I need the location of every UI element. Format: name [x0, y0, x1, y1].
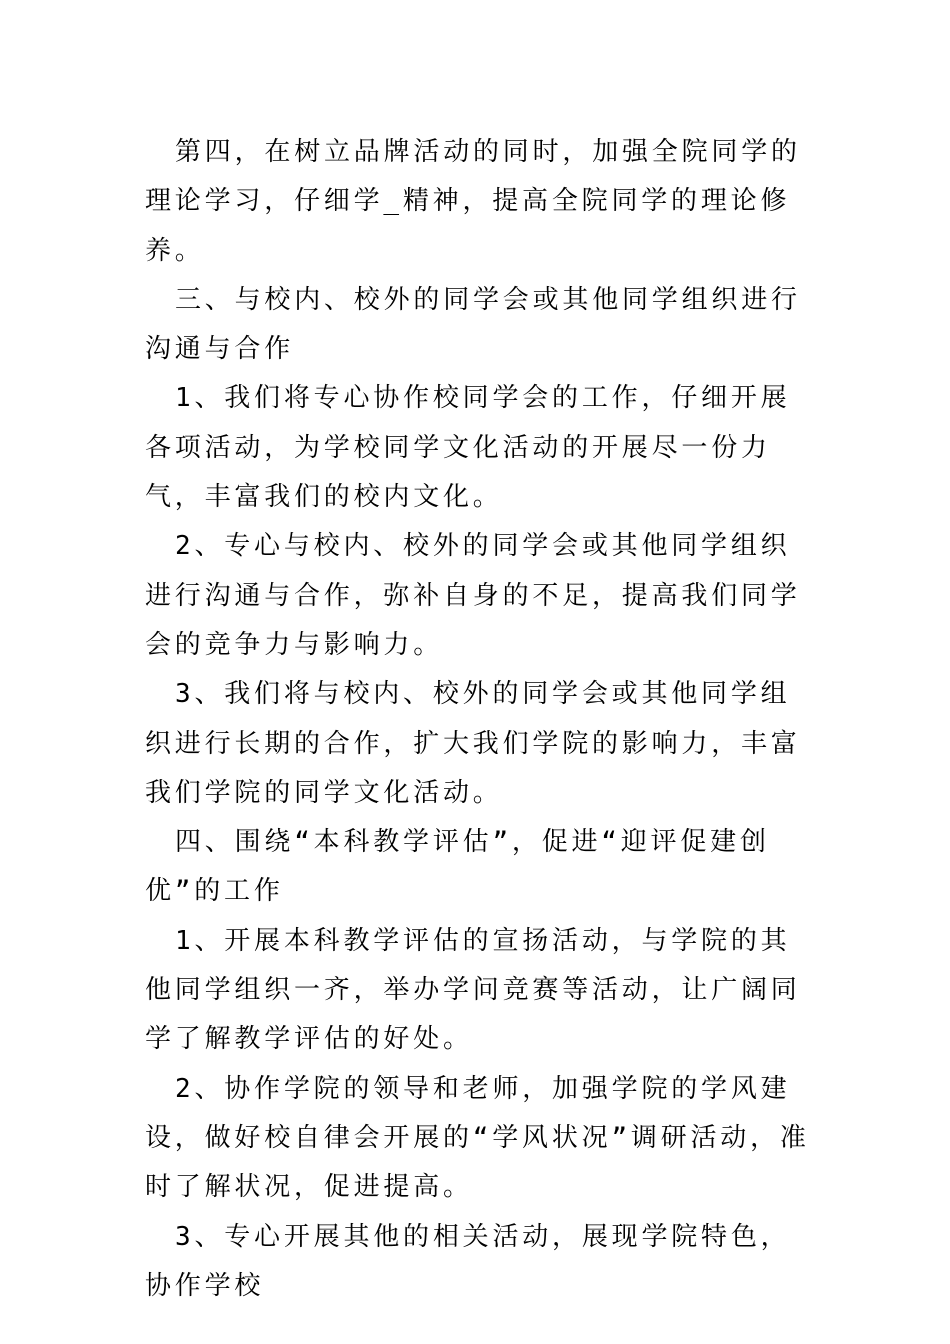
paragraph-3-2: 2、专心与校内、校外的同学会或其他同学组织进行沟通与合作，弥补自身的不足，提高我们同学会的竞争力与影响力。: [145, 531, 801, 660]
paragraph-4-2: 2、协作学院的领导和老师，加强学院的学风建设，做好校自律会开展的“学风状况”调研活动，准时了解状况，促进提高。: [145, 1073, 810, 1203]
paragraph-4-3: 3、专心开展其他的相关活动，展现学院特色，协作学校: [145, 1221, 791, 1301]
paragraph-theory-study: 第四，在树立品牌活动的同时，加强全院同学的理论学习，仔细学_精神，提高全院同学的理论修养。: [145, 137, 801, 266]
paragraph-3-1: 1、我们将专心协作校同学会的工作，仔细开展各项活动，为学校同学文化活动的开展尽一份力气，丰富我们的校内文化。: [145, 383, 791, 513]
section-heading-3: 三、与校内、校外的同学会或其他同学组织进行沟通与合作: [145, 284, 801, 365]
section-heading-4: 四、围绕“本科教学评估”，促进“迎评促建创优”的工作: [145, 827, 770, 907]
paragraph-4-1: 1、开展本科教学评估的宣扬活动，与学院的其他同学组织一齐，举办学问竞赛等活动，让广阔同学了解教学评估的好处。: [145, 925, 801, 1055]
paragraph-3-3: 3、我们将与校内、校外的同学会或其他同学组织进行长期的合作，扩大我们学院的影响力，丰富我们学院的同学文化活动。: [145, 679, 801, 808]
document-body: [145, 128, 810, 1311]
